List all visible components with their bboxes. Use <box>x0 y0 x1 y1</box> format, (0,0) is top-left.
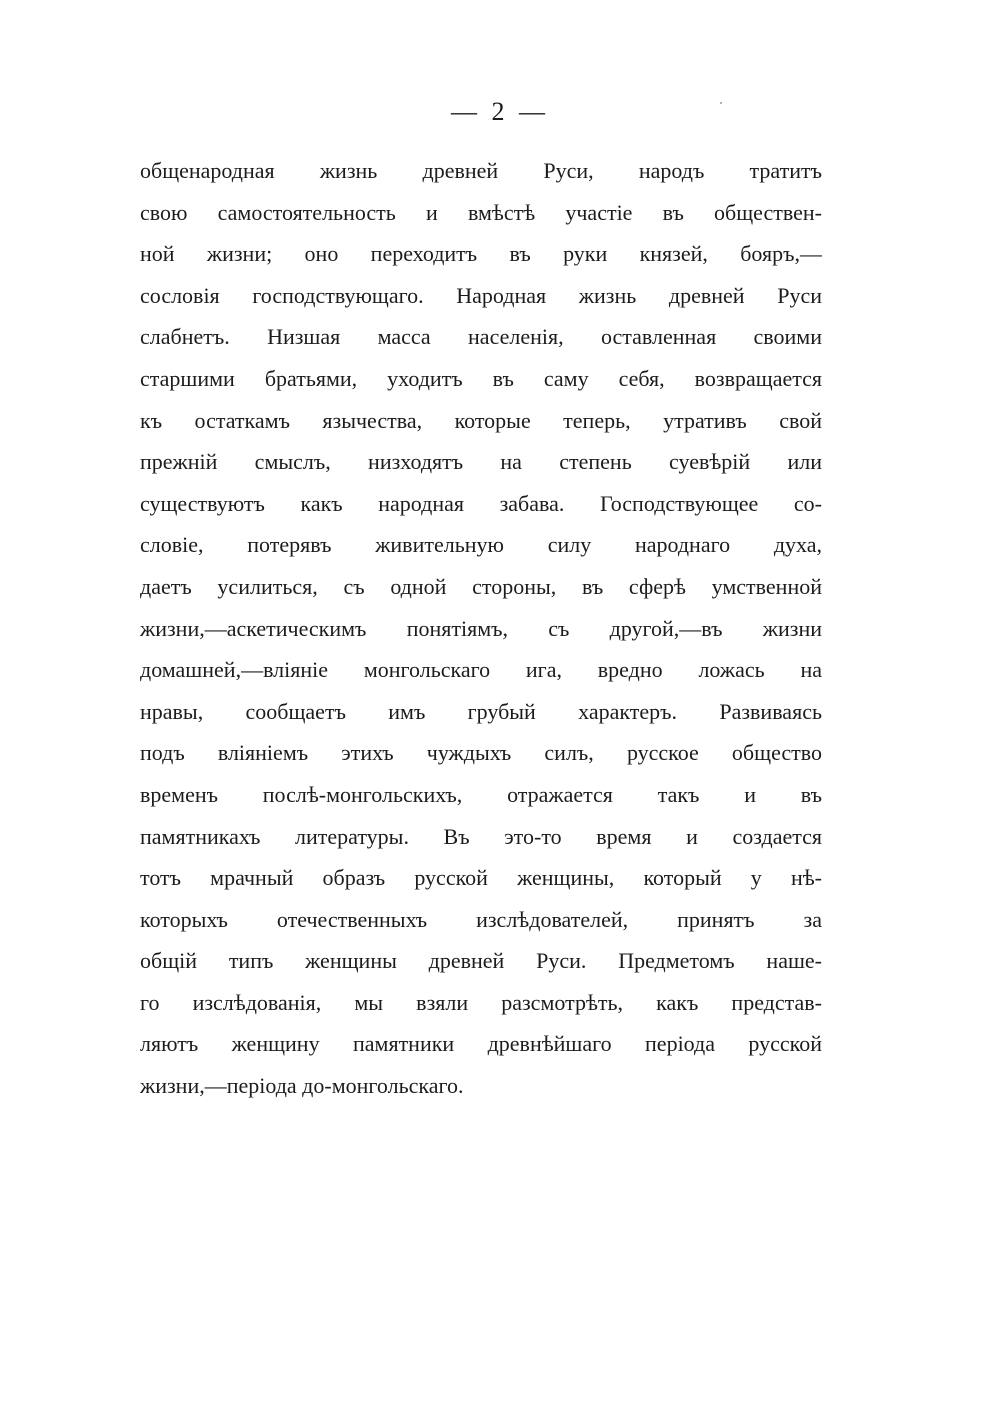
text-line: сословія господствующаго. Народная жизнь древней Руси <box>140 282 822 308</box>
text-line-last: жизни,—періода до-монгольскаго. <box>140 1073 464 1099</box>
text-line: тотъ мрачный образъ русской женщины, который у нѣ- <box>140 865 822 891</box>
text-line: нравы, сообщаетъ имъ грубый характеръ. Развиваясь <box>140 698 822 724</box>
text-line: къ остаткамъ язычества, которые теперь, утративъ свой <box>140 407 822 433</box>
text-line: существуютъ какъ народная забава. Господствующее со- <box>140 490 822 516</box>
text-line: даетъ усилиться, съ одной стороны, въ сферѣ умственной <box>140 573 822 599</box>
text-line: которыхъ отечественныхъ изслѣдователей, принятъ за <box>140 906 822 932</box>
print-speck <box>720 102 722 104</box>
text-line: словіе, потерявъ живительную силу народнаго духа, <box>140 532 822 558</box>
text-line: общенародная жизнь древней Руси, народъ тратитъ <box>140 158 822 183</box>
text-line: жизни,—аскетическимъ понятіямъ, съ другой,—въ жизни <box>140 615 822 641</box>
text-line: временъ послѣ-монгольскихъ, отражается такъ и въ <box>140 781 822 807</box>
text-line: памятникахъ литературы. Въ это-то время и создается <box>140 823 822 849</box>
body-text <box>140 150 822 1107</box>
page-number: — 2 — <box>451 97 549 126</box>
text-line: общій типъ женщины древней Руси. Предметомъ наше- <box>140 948 822 974</box>
text-line: прежній смыслъ, низходятъ на степень суевѣрій или <box>140 449 822 475</box>
text-line: свою самостоятельность и вмѣстѣ участіе въ обществен- <box>140 199 822 225</box>
text-line: подъ вліяніемъ этихъ чуждыхъ силъ, русское общество <box>140 740 822 766</box>
text-line: старшими братьями, уходитъ въ саму себя, возвращается <box>140 365 822 391</box>
text-line: ной жизни; оно переходитъ въ руки князей, бояръ,— <box>140 241 822 267</box>
text-line: слабнетъ. Низшая масса населенія, оставленная своими <box>140 324 822 350</box>
text-line: го изслѣдованія, мы взяли разсмотрѣть, какъ представ- <box>140 989 822 1015</box>
text-line: ляютъ женщину памятники древнѣйшаго періода русской <box>140 1031 822 1057</box>
text-line: домашней,—вліяніе монгольскаго ига, вредно ложась на <box>140 657 822 683</box>
